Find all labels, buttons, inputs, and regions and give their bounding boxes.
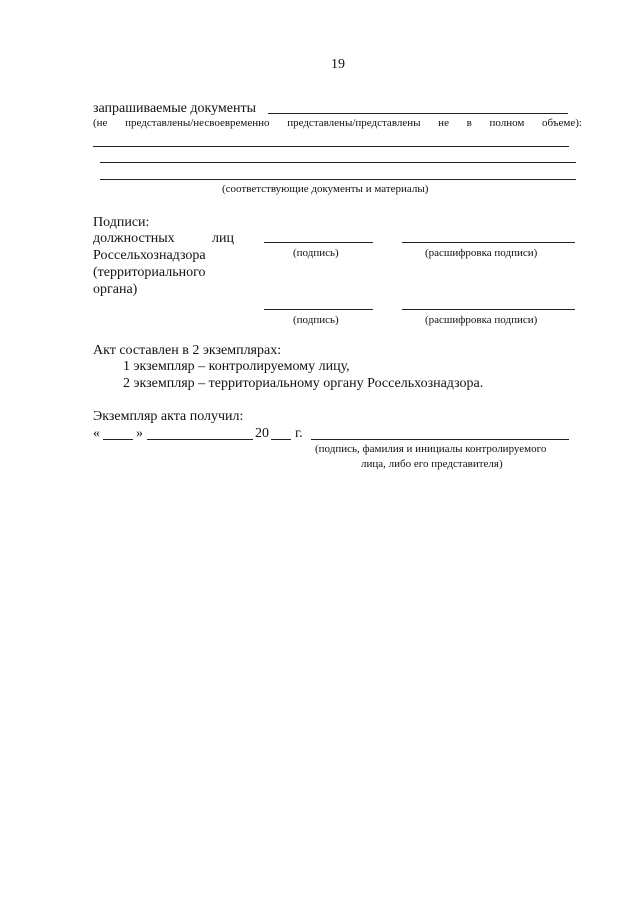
date-year-prefix: 20	[255, 426, 269, 441]
documents-line-1	[93, 146, 569, 147]
date-year-suffix: г.	[295, 426, 303, 441]
documents-line-3	[100, 179, 576, 180]
requested-documents-note: (не представлены/несвоевременно представлены/представлены не в полном объеме):	[93, 117, 582, 129]
officials-label-line-2: Россельхознадзора	[93, 248, 206, 263]
signature-line-1	[264, 242, 373, 243]
officials-label-line-4: органа)	[93, 282, 138, 297]
receiver-caption-line-1: (подпись, фамилия и инициалы контролируемого	[315, 443, 547, 455]
officials-label-line-3: (территориального	[93, 265, 206, 280]
signature-decode-line-1	[402, 242, 575, 243]
receipt-heading: Экземпляр акта получил:	[93, 409, 244, 424]
documents-caption: (соответствующие документы и материалы)	[222, 183, 429, 195]
signature-decode-line-2	[402, 309, 575, 310]
receiver-caption-line-2: лица, либо его представителя)	[361, 458, 503, 470]
requested-documents-label: запрашиваемые документы	[93, 101, 257, 116]
date-day-line	[103, 439, 133, 440]
documents-line-2	[100, 162, 576, 163]
date-month-line	[147, 439, 253, 440]
date-quote-close: »	[136, 426, 143, 441]
signature-caption-1: (подпись)	[293, 247, 339, 259]
signature-line-2	[264, 309, 373, 310]
date-year-line	[271, 439, 291, 440]
signatures-title: Подписи:	[93, 215, 150, 230]
requested-documents-line	[268, 113, 568, 114]
date-quote-open: «	[93, 426, 100, 441]
signature-decode-caption-2: (расшифровка подписи)	[425, 314, 538, 326]
signature-caption-2: (подпись)	[293, 314, 339, 326]
copies-heading: Акт составлен в 2 экземплярах:	[93, 343, 282, 358]
officials-label-line-1a: должностных	[93, 231, 175, 246]
copies-item-2: 2 экземпляр – территориальному органу Россельхознадзора.	[123, 376, 484, 391]
officials-label-line-1b: лиц	[212, 231, 234, 246]
page-number: 19	[331, 57, 345, 72]
receiver-signature-line	[311, 439, 569, 440]
copies-item-1: 1 экземпляр – контролируемому лицу,	[123, 359, 350, 374]
signature-decode-caption-1: (расшифровка подписи)	[425, 247, 538, 259]
